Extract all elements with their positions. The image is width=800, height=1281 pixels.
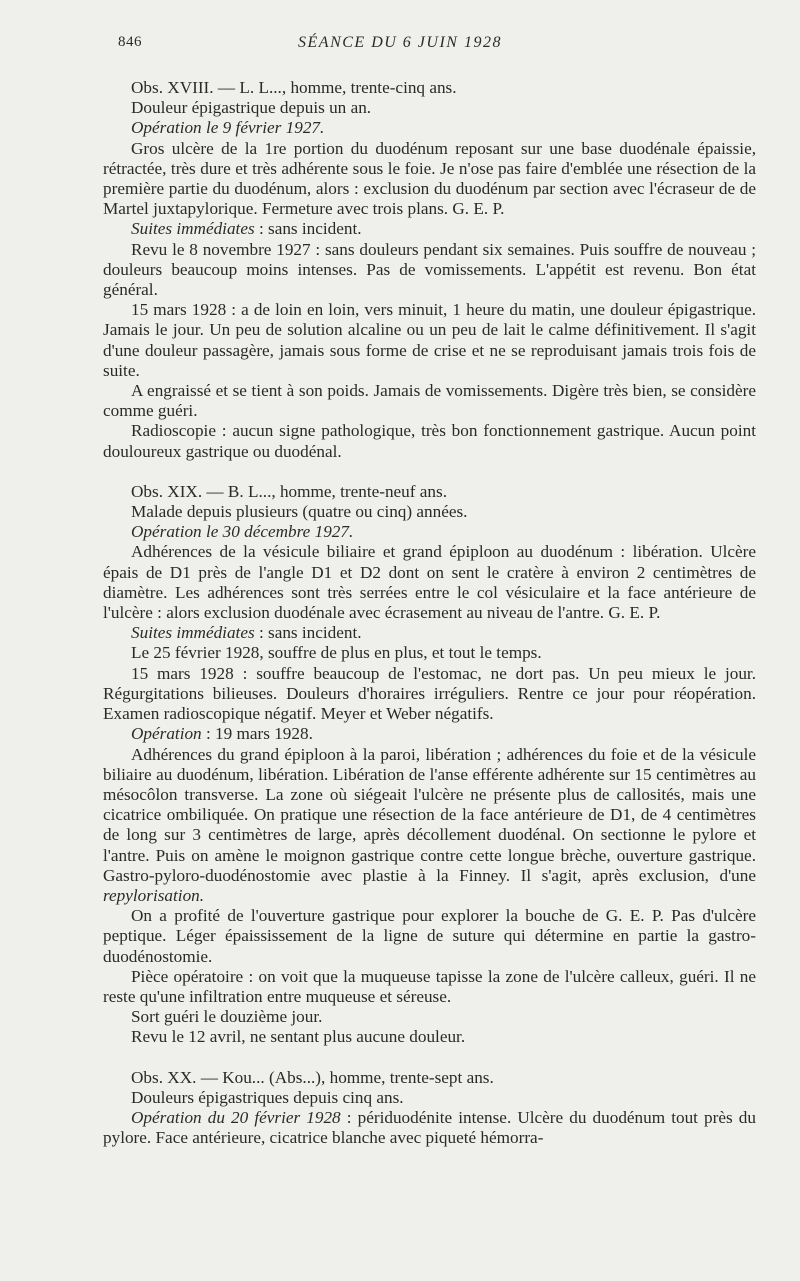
obs-20-history: Douleurs épigastriques depuis cinq ans. <box>131 1087 404 1107</box>
obs-19-followup-1: Le 25 février 1928, souffre de plus en plus, et tout le temps. <box>131 643 542 663</box>
obs-18-suites-text: : sans incident. <box>254 219 362 239</box>
obs-20-operation-text: : périduodénite intense. Ulcère du duodénum tout près du pylore. Face antérieure, cicatrice blanche avec piqueté hémorra- <box>103 1107 756 1148</box>
obs-19-discharge: Sort guéri le douzième jour. <box>131 1007 323 1027</box>
obs-19-specimen: Pièce opératoire : on voit que la muqueuse tapisse la zone de l'ulcère calleux, guéri. Il ne reste qu'une infiltration entre muqueuse et séreuse. <box>103 966 756 1006</box>
obs-18-followup-3: A engraissé et se tient à son poids. Jamais de vomissements. Digère très bien, se considère comme guéri. <box>103 381 756 421</box>
obs-19-gastric-exploration: On a profité de l'ouverture gastrique pour explorer la bouche de G. E. P. Pas d'ulcère peptique. Léger épaississement de la ligne de suture qui détermine en partie la gastro-duodénostomie. <box>103 906 756 966</box>
obs-19-history: Malade depuis plusieurs (quatre ou cinq) années. <box>131 502 468 522</box>
obs-19-reoperation-description <box>103 745 756 907</box>
obs-19-suites-text: : sans incident. <box>254 623 362 643</box>
obs-18-suites <box>103 219 756 239</box>
page-number: 846 <box>118 34 142 50</box>
page-header <box>0 34 800 58</box>
obs-18-suites-label: Suites immédiates <box>131 219 255 239</box>
obs-18-followup-1: Revu le 8 novembre 1927 : sans douleurs pendant six semaines. Puis souffre de nouveau ; douleurs beaucoup moins intenses. Pas de vomissements. L'appétit est revenu. Bon état général. <box>103 239 756 300</box>
obs-19-suites <box>103 623 756 643</box>
obs-18-radioscopy: Radioscopie : aucun signe pathologique, très bon fonctionnement gastrique. Aucun point douloureux gastrique ou duodénal. <box>103 421 756 461</box>
obs-19-reoperation <box>103 724 756 744</box>
obs-19-followup-2: 15 mars 1928 : souffre beaucoup de l'estomac, ne dort pas. Un peu mieux le jour. Régurgitations bilieuses. Douleurs d'horaires irréguliers. Rentre ce jour pour réopération. Examen radioscopique négatif. Meyer et Weber négatifs. <box>103 663 756 724</box>
obs-18-history: Douleur épigastrique depuis un an. <box>131 98 372 118</box>
obs-19-repylorisation: repylorisation. <box>103 885 205 905</box>
obs-20-operation <box>103 1108 756 1148</box>
obs-19-operation-date: Opération le 30 décembre 1927. <box>131 522 354 542</box>
obs-18-operation-date: Opération le 9 février 1927. <box>131 118 325 138</box>
obs-18-heading: Obs. XVIII. — L. L..., homme, trente-cinq ans. <box>131 78 457 97</box>
obs-19-reoperation-text: Adhérences du grand épiploon à la paroi, libération ; adhérences du foie et de la vésicule biliaire au duodénum, libération. Libération de l'anse efférente adhérente sur 15 centimètres au mésocôlon transverse. La zone où siégeait l'ulcère ne présente plus de callosités, mais une cicatrice ombiliquée. On pratique une résection de la face antérieure de D1, de 4 centimètres de long sur 3 centimètres de large, après décollement duodénal. On sectionne le pylore et l'antre. Puis on amène le moignon gastrique contre cette longue brèche, ouverture gastrique. Gastro-pyloro-duodénostomie avec plastie à la Finney. Il s'agit, après exclusion, d'une <box>103 744 756 885</box>
obs-20-heading: Obs. XX. — Kou... (Abs...), homme, trente-sept ans. <box>131 1067 494 1087</box>
obs-18-operation-description: Gros ulcère de la 1re portion du duodénum reposant sur une base duodénale épaissie, rétractée, très dure et très adhérente sous le foie. Je n'ose pas faire d'emblée une résection de la première partie du duodénum, alors : exclusion du duodénum par section avec l'écraseur de de Martel juxtapylorique. Fermeture avec trois plans. G. E. P. <box>103 138 756 219</box>
obs-19-suites-label: Suites immédiates <box>131 623 255 643</box>
running-title: SÉANCE DU 6 JUIN 1928 <box>298 34 502 51</box>
obs-19-revisit: Revu le 12 avril, ne sentant plus aucune douleur. <box>131 1027 466 1047</box>
obs-18-followup-2: 15 mars 1928 : a de loin en loin, vers minuit, 1 heure du matin, une douleur épigastrique. Jamais le jour. Un peu de solution alcaline ou un peu de lait le calme définitivement. Il s'agit d'une douleur passagère, jamais sous forme de crise et ne se reproduisant jamais trois fois de suite. <box>103 300 756 380</box>
page-body <box>103 78 756 1148</box>
obs-20-operation-label: Opération du 20 février 1928 <box>131 1107 341 1127</box>
obs-19-heading: Obs. XIX. — B. L..., homme, trente-neuf ans. <box>131 481 447 501</box>
obs-19-operation-description: Adhérences de la vésicule biliaire et grand épiploon au duodénum : libération. Ulcère épais de D1 près de l'angle D1 et D2 dont on sent le cratère à environ 2 centimètres de diamètre. Les adhérences sont très serrées entre le col vésiculaire et la face antérieure de l'ulcère : alors exclusion duodénale avec écrasement au niveau de l'antre. G. E. P. <box>103 542 756 623</box>
obs-19-reoperation-label: Opération <box>131 724 202 744</box>
obs-19-reoperation-date: : 19 mars 1928. <box>201 724 313 744</box>
